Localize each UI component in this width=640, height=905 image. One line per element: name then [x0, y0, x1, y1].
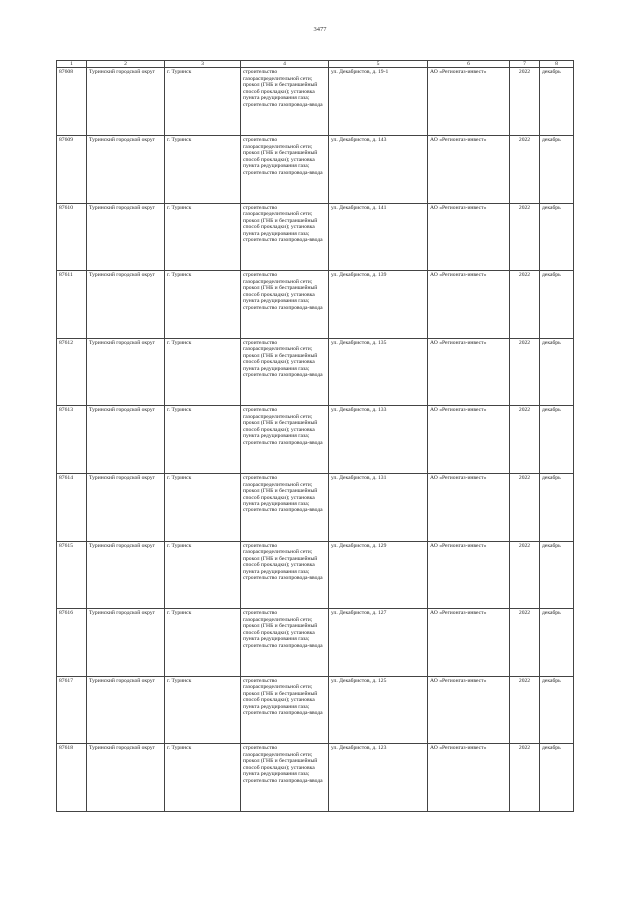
cell-address: ул. Декабристов, д. 19-1: [329, 68, 428, 136]
cell-district: Туринский городской округ: [87, 203, 165, 271]
cell-year: 2022: [510, 541, 540, 609]
cell-work-description: строительство газораспределительной сети; прокол (ГНБ и бестраншейный способ прокладки); установка пункта редуцирования газа; строительство газопровода-ввода: [241, 68, 329, 136]
cell-month: декабрь: [540, 136, 574, 204]
cell-locality: г. Туринск: [165, 609, 241, 677]
cell-month: декабрь: [540, 338, 574, 406]
cell-address: ул. Декабристов, д. 129: [329, 541, 428, 609]
cell-locality: г. Туринск: [165, 541, 241, 609]
cell-number: 87614: [57, 474, 87, 542]
cell-district: Туринский городской округ: [87, 406, 165, 474]
column-header: 1: [57, 61, 87, 68]
column-header: 3: [165, 61, 241, 68]
cell-address: ул. Декабристов, д. 127: [329, 609, 428, 677]
registry-table: [56, 60, 574, 812]
cell-address: ул. Декабристов, д. 123: [329, 744, 428, 812]
cell-work-description: строительство газораспределительной сети; прокол (ГНБ и бестраншейный способ прокладки); установка пункта редуцирования газа; строительство газопровода-ввода: [241, 338, 329, 406]
cell-organization: АО «Регионгаз-инвест»: [428, 406, 510, 474]
cell-work-description: строительство газораспределительной сети; прокол (ГНБ и бестраншейный способ прокладки); установка пункта редуцирования газа; строительство газопровода-ввода: [241, 541, 329, 609]
cell-year: 2022: [510, 744, 540, 812]
column-header: 2: [87, 61, 165, 68]
column-header: 5: [329, 61, 428, 68]
cell-month: декабрь: [540, 744, 574, 812]
cell-year: 2022: [510, 406, 540, 474]
cell-number: 87612: [57, 338, 87, 406]
cell-organization: АО «Регионгаз-инвест»: [428, 68, 510, 136]
column-header: 4: [241, 61, 329, 68]
cell-year: 2022: [510, 203, 540, 271]
cell-locality: г. Туринск: [165, 271, 241, 339]
cell-address: ул. Декабристов, д. 143: [329, 136, 428, 204]
table-row: [57, 676, 574, 744]
cell-month: декабрь: [540, 609, 574, 677]
cell-work-description: строительство газораспределительной сети; прокол (ГНБ и бестраншейный способ прокладки); установка пункта редуцирования газа; строительство газопровода-ввода: [241, 609, 329, 677]
table-row: [57, 609, 574, 677]
cell-organization: АО «Регионгаз-инвест»: [428, 744, 510, 812]
cell-month: декабрь: [540, 406, 574, 474]
header-row: [57, 61, 574, 68]
cell-year: 2022: [510, 474, 540, 542]
cell-number: 87609: [57, 136, 87, 204]
table-row: [57, 744, 574, 812]
cell-work-description: строительство газораспределительной сети; прокол (ГНБ и бестраншейный способ прокладки); установка пункта редуцирования газа; строительство газопровода-ввода: [241, 474, 329, 542]
column-header: 7: [510, 61, 540, 68]
cell-month: декабрь: [540, 203, 574, 271]
table-header: [57, 61, 574, 68]
cell-organization: АО «Регионгаз-инвест»: [428, 136, 510, 204]
cell-number: 87615: [57, 541, 87, 609]
cell-work-description: строительство газораспределительной сети; прокол (ГНБ и бестраншейный способ прокладки); установка пункта редуцирования газа; строительство газопровода-ввода: [241, 203, 329, 271]
cell-organization: АО «Регионгаз-инвест»: [428, 676, 510, 744]
cell-work-description: строительство газораспределительной сети; прокол (ГНБ и бестраншейный способ прокладки); установка пункта редуцирования газа; строительство газопровода-ввода: [241, 136, 329, 204]
cell-number: 87611: [57, 271, 87, 339]
cell-locality: г. Туринск: [165, 136, 241, 204]
cell-number: 87608: [57, 68, 87, 136]
cell-year: 2022: [510, 676, 540, 744]
cell-month: декабрь: [540, 271, 574, 339]
cell-work-description: строительство газораспределительной сети; прокол (ГНБ и бестраншейный способ прокладки); установка пункта редуцирования газа; строительство газопровода-ввода: [241, 744, 329, 812]
cell-number: 87617: [57, 676, 87, 744]
cell-locality: г. Туринск: [165, 406, 241, 474]
cell-locality: г. Туринск: [165, 744, 241, 812]
cell-locality: г. Туринск: [165, 474, 241, 542]
cell-address: ул. Декабристов, д. 135: [329, 338, 428, 406]
column-header: 8: [540, 61, 574, 68]
table-row: [57, 136, 574, 204]
cell-district: Туринский городской округ: [87, 68, 165, 136]
cell-year: 2022: [510, 136, 540, 204]
cell-month: декабрь: [540, 676, 574, 744]
cell-number: 87610: [57, 203, 87, 271]
table-row: [57, 271, 574, 339]
cell-year: 2022: [510, 609, 540, 677]
cell-district: Туринский городской округ: [87, 338, 165, 406]
cell-locality: г. Туринск: [165, 676, 241, 744]
cell-year: 2022: [510, 338, 540, 406]
table-row: [57, 406, 574, 474]
column-header: 6: [428, 61, 510, 68]
table-row: [57, 338, 574, 406]
cell-locality: г. Туринск: [165, 338, 241, 406]
cell-address: ул. Декабристов, д. 131: [329, 474, 428, 542]
cell-number: 87616: [57, 609, 87, 677]
cell-district: Туринский городской округ: [87, 609, 165, 677]
cell-organization: АО «Регионгаз-инвест»: [428, 541, 510, 609]
page-number: 3477: [313, 26, 327, 33]
cell-work-description: строительство газораспределительной сети; прокол (ГНБ и бестраншейный способ прокладки); установка пункта редуцирования газа; строительство газопровода-ввода: [241, 406, 329, 474]
cell-district: Туринский городской округ: [87, 136, 165, 204]
cell-month: декабрь: [540, 541, 574, 609]
table-row: [57, 474, 574, 542]
cell-address: ул. Декабристов, д. 139: [329, 271, 428, 339]
cell-locality: г. Туринск: [165, 203, 241, 271]
cell-locality: г. Туринск: [165, 68, 241, 136]
cell-organization: АО «Регионгаз-инвест»: [428, 203, 510, 271]
cell-organization: АО «Регионгаз-инвест»: [428, 338, 510, 406]
cell-work-description: строительство газораспределительной сети; прокол (ГНБ и бестраншейный способ прокладки); установка пункта редуцирования газа; строительство газопровода-ввода: [241, 271, 329, 339]
cell-number: 87613: [57, 406, 87, 474]
table-row: [57, 541, 574, 609]
cell-district: Туринский городской округ: [87, 474, 165, 542]
cell-month: декабрь: [540, 68, 574, 136]
cell-number: 87618: [57, 744, 87, 812]
table-row: [57, 68, 574, 136]
cell-organization: АО «Регионгаз-инвест»: [428, 474, 510, 542]
cell-district: Туринский городской округ: [87, 744, 165, 812]
cell-address: ул. Декабристов, д. 125: [329, 676, 428, 744]
cell-organization: АО «Регионгаз-инвест»: [428, 271, 510, 339]
cell-organization: АО «Регионгаз-инвест»: [428, 609, 510, 677]
cell-district: Туринский городской округ: [87, 676, 165, 744]
cell-district: Туринский городской округ: [87, 541, 165, 609]
cell-district: Туринский городской округ: [87, 271, 165, 339]
cell-month: декабрь: [540, 474, 574, 542]
cell-address: ул. Декабристов, д. 133: [329, 406, 428, 474]
cell-year: 2022: [510, 68, 540, 136]
cell-address: ул. Декабристов, д. 141: [329, 203, 428, 271]
cell-year: 2022: [510, 271, 540, 339]
cell-work-description: строительство газораспределительной сети; прокол (ГНБ и бестраншейный способ прокладки); установка пункта редуцирования газа; строительство газопровода-ввода: [241, 676, 329, 744]
table-body: [57, 68, 574, 812]
table-row: [57, 203, 574, 271]
